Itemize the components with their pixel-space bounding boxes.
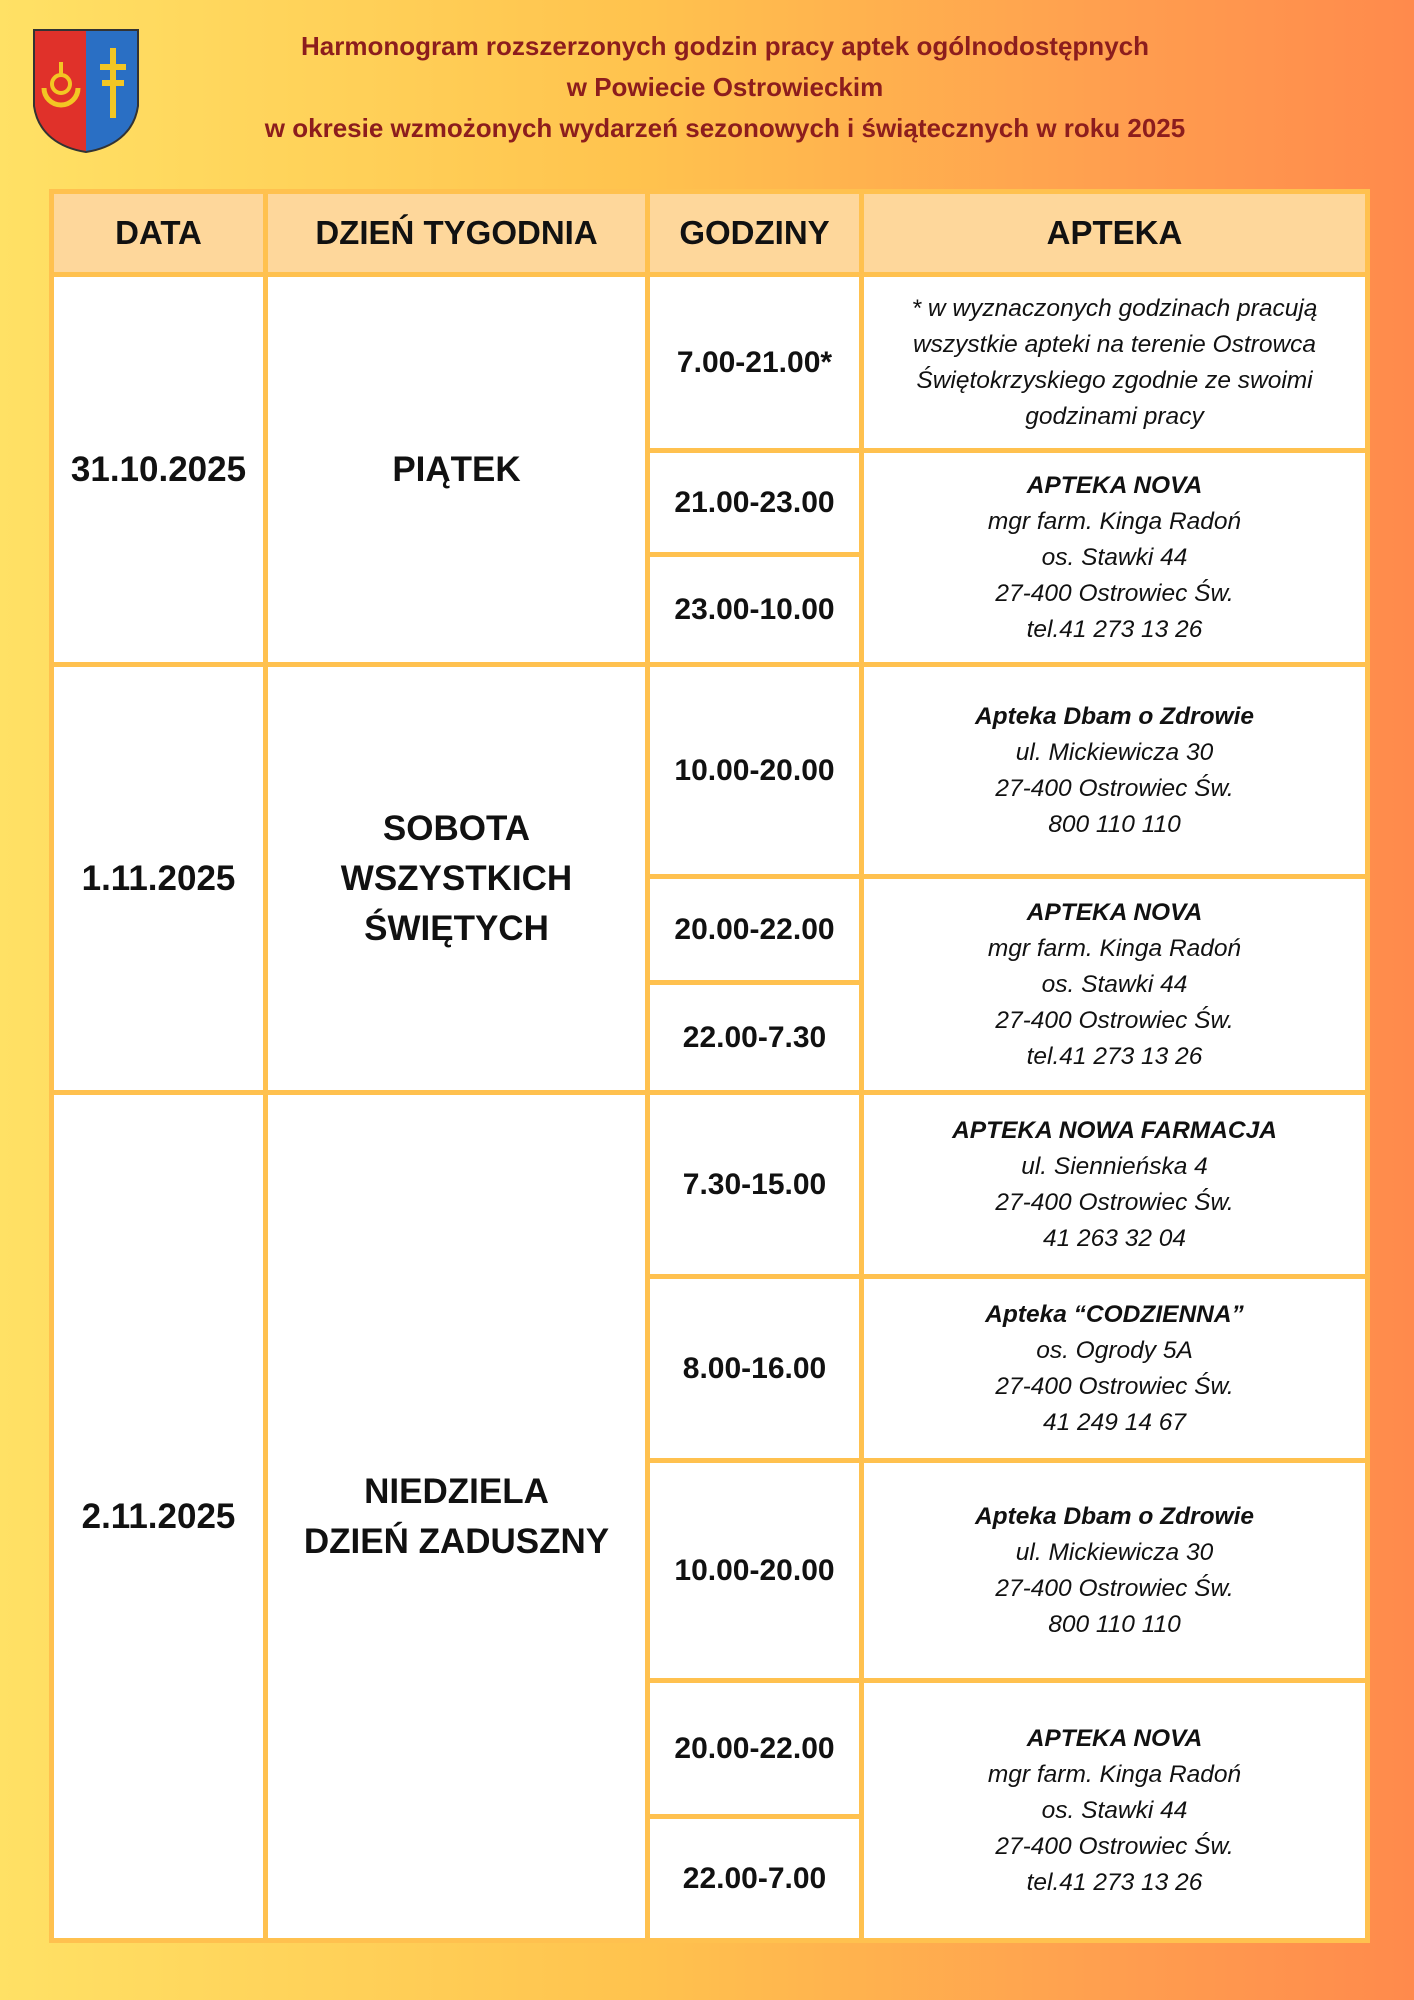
title-line-3: w okresie wzmożonych wydarzeń sezonowych i świątecznych w roku 2025: [264, 113, 1186, 143]
pharmacy-name: APTEKA NOVA: [1026, 898, 1203, 926]
pharmacy-owner: mgr farm. Kinga Radoń: [987, 507, 1242, 535]
pharmacy-phone: tel.41 273 13 26: [1026, 1868, 1203, 1896]
pharmacy-city: 27-400 Ostrowiec Św.: [995, 1832, 1234, 1860]
pharmacy-name: APTEKA NOVA: [1026, 471, 1203, 499]
date-cell: 31.10.2025: [52, 275, 266, 665]
hours-cell: 22.00-7.30: [648, 983, 862, 1093]
pharmacy-cell: [862, 1093, 1368, 1277]
pharmacy-address: os. Ogrody 5A: [1036, 1336, 1193, 1364]
pharmacy-address: os. Stawki 44: [1041, 1796, 1188, 1824]
pharmacy-phone: tel.41 273 13 26: [1026, 615, 1203, 643]
hours-cell: 10.00-20.00: [648, 665, 862, 877]
hours-cell: 8.00-16.00: [648, 1277, 862, 1461]
pharmacy-phone: 800 110 110: [1048, 1610, 1181, 1638]
pharmacy-cell: [862, 1461, 1368, 1681]
pharmacy-address: os. Stawki 44: [1041, 970, 1188, 998]
title-line-1: Harmonogram rozszerzonych godzin pracy aptek ogólnodostępnych: [300, 31, 1149, 61]
pharmacy-address: ul. Siennieńska 4: [1021, 1152, 1208, 1180]
coat-of-arms-icon: [30, 26, 142, 158]
day-name: SOBOTA: [382, 808, 531, 848]
table-row: [52, 275, 1368, 451]
hours-cell: 21.00-23.00: [648, 451, 862, 555]
page-title: [170, 26, 1280, 149]
hours-cell: 7.30-15.00: [648, 1093, 862, 1277]
pharmacy-cell: [862, 877, 1368, 1093]
pharmacy-owner: mgr farm. Kinga Radoń: [987, 1760, 1242, 1788]
note-cell: * w wyznaczonych godzinach pracują wszystkie apteki na terenie Ostrowca Świętokrzyskiego zgodnie ze swoimi godzinami pracy: [862, 275, 1368, 451]
day-cell: [266, 665, 648, 1093]
pharmacy-address: os. Stawki 44: [1041, 543, 1188, 571]
pharmacy-phone: 800 110 110: [1048, 810, 1181, 838]
table-row: [52, 665, 1368, 877]
day-cell: [266, 1093, 648, 1941]
header-pharmacy: APTEKA: [862, 192, 1368, 275]
day-name: WSZYSTKICH: [340, 858, 573, 898]
pharmacy-name: Apteka “CODZIENNA”: [985, 1300, 1244, 1328]
title-line-2: w Powiecie Ostrowieckim: [566, 72, 884, 102]
table-header-row: [52, 192, 1368, 275]
date-cell: 2.11.2025: [52, 1093, 266, 1941]
pharmacy-name: Apteka Dbam o Zdrowie: [974, 1502, 1255, 1530]
pharmacy-address: ul. Mickiewicza 30: [1015, 738, 1214, 766]
table-row: [52, 1093, 1368, 1277]
date-cell: 1.11.2025: [52, 665, 266, 1093]
hours-cell: 20.00-22.00: [648, 877, 862, 983]
day-name: ŚWIĘTYCH: [364, 908, 549, 948]
pharmacy-name: Apteka Dbam o Zdrowie: [974, 702, 1255, 730]
hours-cell: 10.00-20.00: [648, 1461, 862, 1681]
hours-cell: 23.00-10.00: [648, 555, 862, 665]
pharmacy-cell: [862, 1277, 1368, 1461]
header-day: DZIEŃ TYGODNIA: [266, 192, 648, 275]
pharmacy-address: ul. Mickiewicza 30: [1015, 1538, 1214, 1566]
pharmacy-cell: [862, 665, 1368, 877]
pharmacy-name: APTEKA NOVA: [1026, 1724, 1203, 1752]
pharmacy-city: 27-400 Ostrowiec Św.: [995, 1006, 1234, 1034]
pharmacy-owner: mgr farm. Kinga Radoń: [987, 934, 1242, 962]
header-hours: GODZINY: [648, 192, 862, 275]
hours-cell: 22.00-7.00: [648, 1817, 862, 1941]
pharmacy-phone: 41 249 14 67: [1042, 1408, 1187, 1436]
pharmacy-city: 27-400 Ostrowiec Św.: [995, 579, 1234, 607]
hours-cell: 20.00-22.00: [648, 1681, 862, 1817]
day-name: NIEDZIELA: [364, 1471, 549, 1511]
pharmacy-cell: [862, 1681, 1368, 1941]
pharmacy-phone: tel.41 273 13 26: [1026, 1042, 1203, 1070]
day-name: DZIEŃ ZADUSZNY: [303, 1521, 610, 1561]
day-cell: [266, 275, 648, 665]
pharmacy-city: 27-400 Ostrowiec Św.: [995, 774, 1234, 802]
hours-cell: 7.00-21.00*: [648, 275, 862, 451]
pharmacy-phone: 41 263 32 04: [1042, 1224, 1187, 1252]
header-date: DATA: [52, 192, 266, 275]
day-name: PIĄTEK: [392, 449, 521, 489]
schedule-table: [49, 189, 1370, 1943]
pharmacy-city: 27-400 Ostrowiec Św.: [995, 1372, 1234, 1400]
pharmacy-city: 27-400 Ostrowiec Św.: [995, 1188, 1234, 1216]
pharmacy-city: 27-400 Ostrowiec Św.: [995, 1574, 1234, 1602]
pharmacy-name: APTEKA NOWA FARMACJA: [952, 1116, 1277, 1144]
pharmacy-cell: [862, 451, 1368, 665]
